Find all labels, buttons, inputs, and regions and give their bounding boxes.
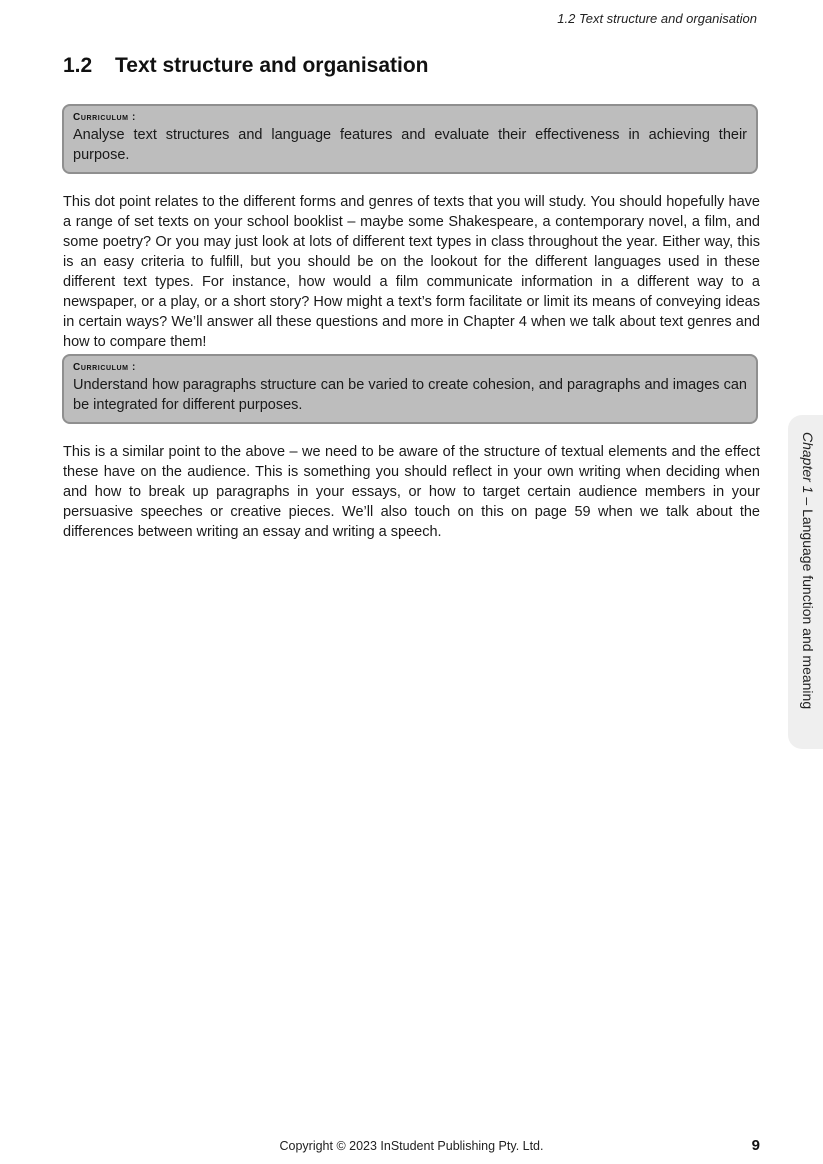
page-number: 9: [751, 1137, 760, 1154]
chapter-title: Language function and meaning: [800, 509, 816, 710]
curriculum-label: Curriculum :: [73, 362, 136, 373]
chapter-separator: –: [800, 493, 816, 510]
footer-copyright: Copyright © 2023 InStudent Publishing Pty. Ltd.: [279, 1139, 544, 1153]
curriculum-box: [62, 104, 758, 174]
section-title: [63, 54, 429, 78]
body-paragraph: This dot point relates to the different forms and genres of texts that you will study. You should hopefully have a range of set texts on your school booklist – maybe some Shakespeare, a contemporary novel, a film, and some poetry? Or you may just look at lots of different text types in class throughout the year. Either way, this is an easy criteria to fulfill, but you should be on the lookout for the different languages used in these different text types. For instance, how would a film communicate information in a different way to a newspaper, or a play, or a short story? How might a text’s form facilitate or limit its means of conveying ideas in certain ways? We’ll answer all these questions and more in Chapter 4 when we talk about text genres and how to compare them!: [63, 194, 760, 350]
section-number: 1.2: [63, 54, 93, 77]
running-header: 1.2 Text structure and organisation: [557, 11, 757, 26]
curriculum-text: Understand how paragraphs structure can be varied to create cohesion, and paragraphs and images can be integrated for different purposes.: [73, 377, 747, 413]
curriculum-label: Curriculum :: [73, 112, 136, 123]
chapter-number: Chapter 1: [800, 432, 816, 494]
curriculum-text: Analyse text structures and language features and evaluate their effectiveness in achieving their purpose.: [73, 127, 747, 163]
section-title-text: Text structure and organisation: [115, 54, 429, 77]
chapter-side-tab-label: [800, 432, 816, 709]
body-paragraph: This is a similar point to the above – we need to be aware of the structure of textual elements and the effect these have on the audience. This is something you should reflect in your own writing when deciding when and how to break up paragraphs in your essays, or how to target certain audience members in your persuasive speeches or creative pieces. We’ll also touch on this on page 59 when we talk about the differences between writing an essay and writing a speech.: [63, 444, 760, 540]
curriculum-box: [62, 354, 758, 424]
